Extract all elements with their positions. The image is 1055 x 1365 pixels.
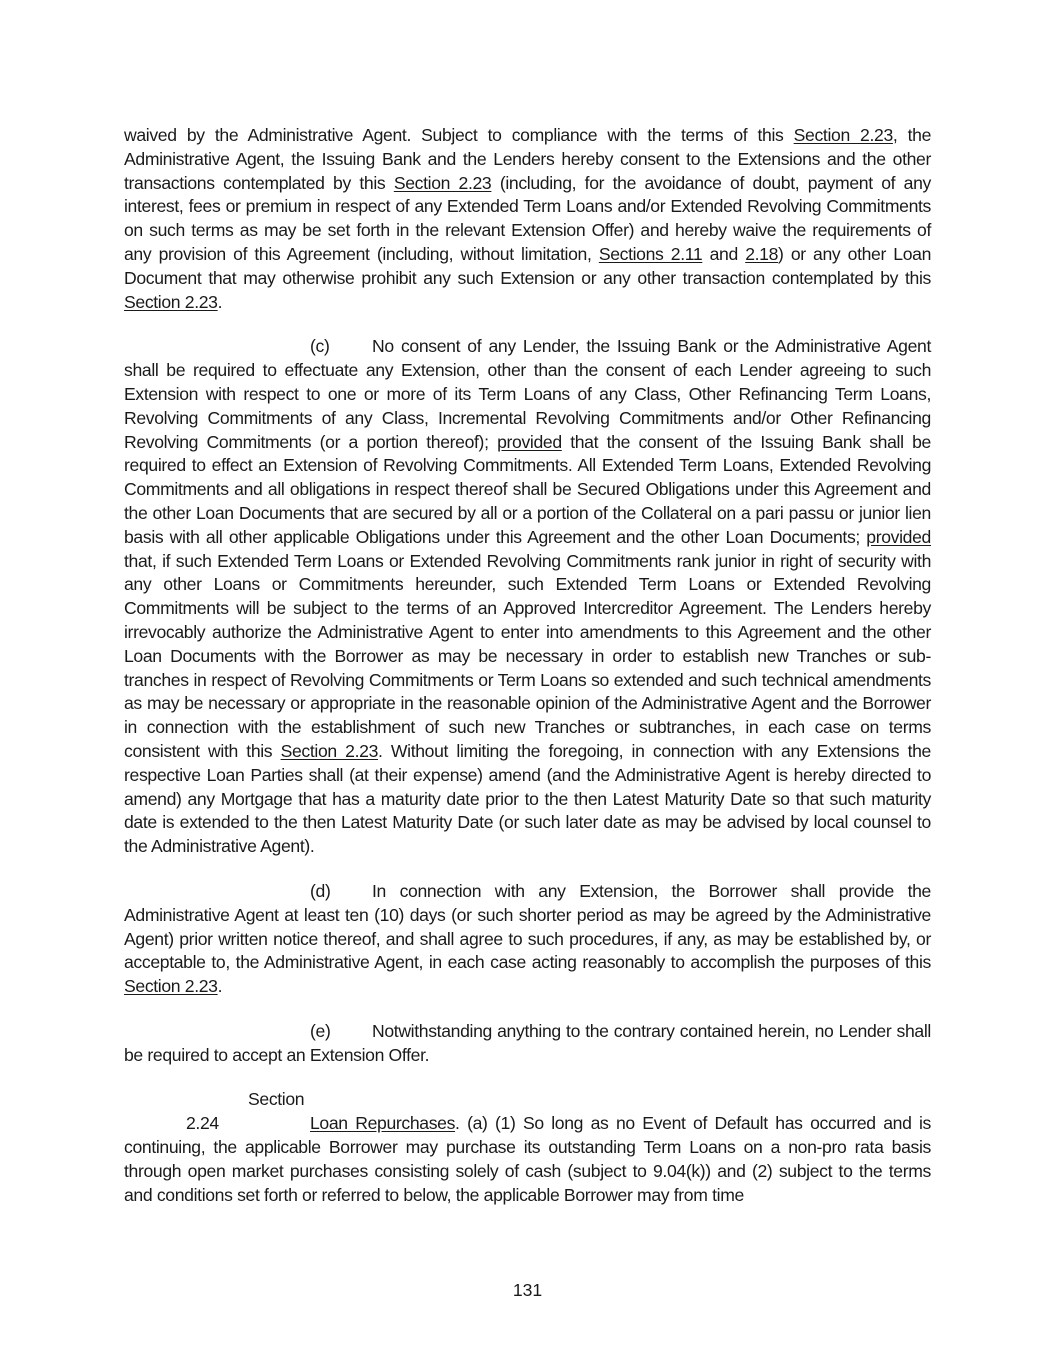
clause-label: (c) [310, 336, 330, 357]
section-reference: Section 2.23 [280, 740, 379, 761]
section-heading: Loan Repurchases [310, 1113, 456, 1134]
provided-term: provided [866, 526, 931, 547]
paragraph-e: (e) Notwithstanding anything to the contrary contained herein, no Lender shall be required to accept an Extension Offer. [124, 1020, 931, 1065]
section-reference: Section 2.23 [124, 976, 218, 997]
clause-label: (d) [310, 880, 331, 901]
section-reference: Section 2.23 [793, 125, 893, 145]
paragraph-d: (d) In connection with any Extension, the Borrower shall provide the Administrative Agent at least ten (10) days (or such shorter period as may be agreed by the Administrative Agent) prior written notice thereof, and shall agree to such procedures, if any, as may be established by, or acceptable to, the Administrative Agent, in each case acting reasonably to accomplish the purposes of this Section 2.23. [124, 880, 931, 997]
section-reference: 2.18 [745, 243, 779, 264]
paragraph-section-2-24: Section 2.24 Loan Repurchases. (a) (1) So long as no Event of Default has occurred and is continuing, the applicable Borrower may purchase its outstanding Term Loans on a non-pro rata basis through open market purchases consisting solely of cash (subject to 9.04(k)) and (2) subject to the terms and conditions set forth or referred to below, the applicable Borrower may from time [124, 1089, 931, 1205]
section-reference: Sections 2.11 [598, 243, 703, 264]
section-reference: Section 2.23 [393, 172, 492, 193]
page-number: 131 [512, 1280, 543, 1300]
section-label: Section 2.24 [186, 1089, 305, 1134]
document-page [124, 124, 931, 1228]
section-reference: Section 2.23 [124, 291, 218, 312]
paragraph-c: (c) No consent of any Lender, the Issuing Bank or the Administrative Agent shall be required to effectuate any Extension, other than the consent of each Lender agreeing to such Extension with respect to one or more of its Term Loans of any Class, Other Refinancing Term Loans, Revolving Commitments of any Class, Incremental Revolving Commitments and/or Other Refinancing Revolving Commitments (or a portion thereof); provided that the consent of the Issuing Bank shall be required to effect an Extension of Revolving Commitments. All Extended Term Loans, Extended Revolving Commitments and all obligations in respect thereof shall be Secured Obligations under this Agreement and the other Loan Documents that are secured by all or a portion of the Collateral on a pari passu or junior lien basis with all other applicable Obligations under this Agreement and the other Loan Documents; provided that, if such Extended Term Loans or Extended Revolving Commitments rank junior in right of security with any other Loans or Commitments hereunder, such Extended Term Loans or Extended Revolving Commitments will be subject to the terms of an Approved Intercreditor Agreement. The Lenders hereby irrevocably authorize the Administrative Agent to enter into amendments to this Agreement and the other Loan Documents with the Borrower as may be necessary in order to establish new Tranches or sub-tranches in respect of Revolving Commitments or Term Loans so extended and such technical amendments as may be necessary or appropriate in the reasonable opinion of the Administrative Agent and the Borrower in connection with the establishment of such new Tranches or subtranches, in each case on terms consistent with this Section 2.23. Without limiting the foregoing, in connection with any Extensions the respective Loan Parties shall (at their expense) amend (and the Administrative Agent is hereby directed to amend) any Mortgage that has a maturity date prior to the then Latest Maturity Date so that such maturity date is extended to the then Latest Maturity Date (or such later date as may be advised by local counsel to the Administrative Agent). [124, 336, 931, 857]
paragraph-extension-consent: waived by the Administrative Agent. Subject to compliance with the terms of this Section 2.23, the Administrative Agent, the Issuing Bank and the Lenders hereby consent to the Extensions and the other transactions contemplated by this Section 2.23 (including, for the avoidance of doubt, payment of any interest, fees or premium in respect of any Extended Term Loans and/or Extended Revolving Commitments on such terms as may be set forth in the relevant Extension Offer) and hereby waive the requirements of any provision of this Agreement (including, without limitation, Sections 2.11 and 2.18) or any other Loan Document that may otherwise prohibit any such Extension or any other transaction contemplated by this Section 2.23. [124, 125, 932, 312]
provided-term: provided [497, 431, 562, 452]
clause-label: (e) [310, 1020, 331, 1041]
